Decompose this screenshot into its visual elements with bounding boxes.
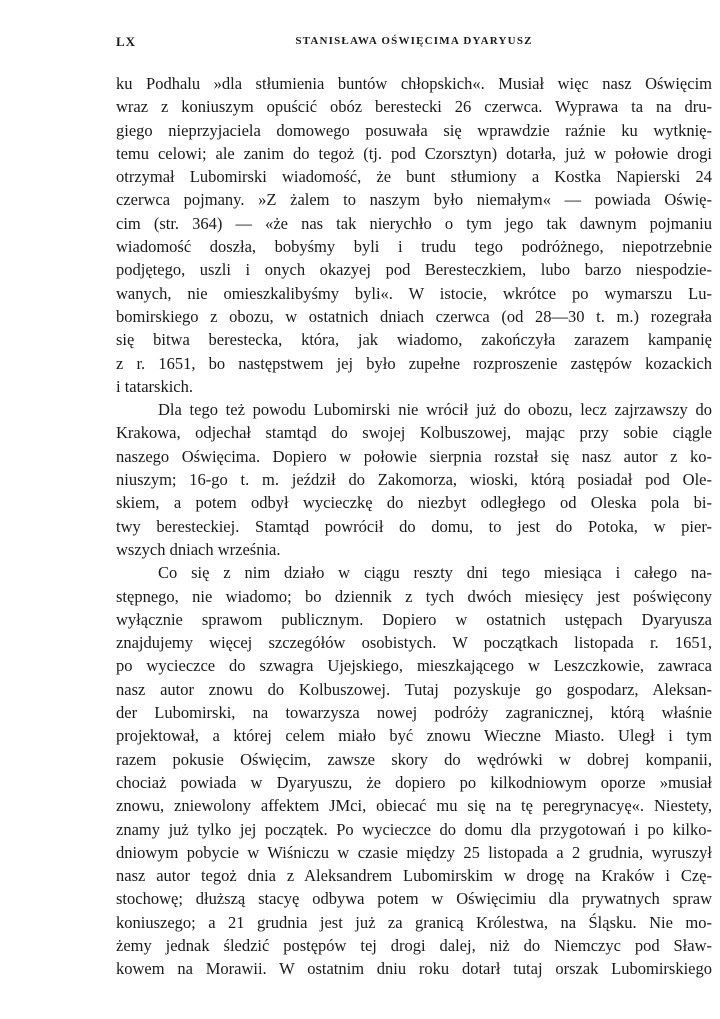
text-line: czerwca pojmany. »Z żalem to naszym było niemałym« — powiada Oświę- xyxy=(116,190,712,210)
text-line: z r. 1651, bo następstwem jej było zupełne rozproszenie zastępów kozackich xyxy=(116,353,712,373)
text-line: znowu, zniewolony affektem JMci, obiecać mu się na tę peregrynacyę«. Niestety, xyxy=(116,796,712,816)
text-line: żemy jednak śledzić postępów tej drogi dalej, niż do Niemczyc pod Sław- xyxy=(116,935,712,955)
text-line: kowem na Morawii. W ostatnim dniu roku dotarł tutaj orszak Lubomirskiego xyxy=(116,959,712,979)
text-line: bomirskiego z obozu, w ostatnich dniach czerwca (od 28—30 t. m.) rozegrała xyxy=(116,306,712,326)
page-number: LX xyxy=(116,34,137,49)
text-line: chociaż powiada w Dyaryuszu, że dopiero po kilkodniowym oporze »musiał xyxy=(116,772,712,792)
text-line: po wycieczce do szwagra Ujejskiego, mieszkającego w Leszczkowie, zawraca xyxy=(116,656,712,676)
body-text xyxy=(116,72,712,981)
text-line: projektował, a której celem miało być znowu Wieczne Miasto. Uległ i tym xyxy=(116,726,712,746)
text-line: wraz z koniuszym opuścić obóz berestecki 26 czerwca. Wyprawa ta na dru- xyxy=(116,97,712,117)
text-line: stochowę; dłuższą stacyę odbywa potem w Oświęcimiu dla prywatnych spraw xyxy=(116,889,712,909)
page-header xyxy=(116,34,712,54)
text-line: nasz autor tegoż dnia z Aleksandrem Lubomirskim w drogę na Kraków i Czę- xyxy=(116,866,712,886)
text-line: ku Podhalu »dla stłumienia buntów chłopskich«. Musiał więc nasz Oświęcim xyxy=(116,74,712,93)
text-line: twy beresteckiej. Stamtąd powrócił do domu, to jest do Potoka, w pier- xyxy=(116,516,712,536)
text-line: der Lubomirski, na towarzysza nowej podróży zagranicznej, którą właśnie xyxy=(116,703,712,723)
text-line: stępnego, nie wiadomo; bo dziennik z tych dwóch miesięcy jest poświęcony xyxy=(116,586,712,606)
text-line: razem pokusie Oświęcim, zawsze skory do wędrówki w dobrej kompanii, xyxy=(116,749,712,769)
text-line: Dla tego też powodu Lubomirski nie wrócił już do obozu, lecz zajrzawszy do xyxy=(158,400,712,420)
text-line: nasz autor znowu do Kolbuszowej. Tutaj pozyskuje go gospodarz, Aleksan- xyxy=(116,679,712,699)
text-line: znamy już tylko jej początek. Po wycieczce do domu dla przygotowań i po kilko- xyxy=(116,819,712,839)
text-line: cim (str. 364) — «że nas tak nierychło o tym jego tak dawnym pojmaniu xyxy=(116,213,712,233)
text-line: niuszym; 16-go t. m. jeździł do Zakomorza, wioski, którą posiadał pod Ole- xyxy=(116,470,712,490)
text-line: skiem, a potem odbył wycieczkę do niezbyt odległego od Oleska pola bi- xyxy=(116,493,712,513)
text-line: wanych, nie omieszkalibyśmy byli«. W istocie, wkrótce po wymarszu Lu- xyxy=(116,283,712,303)
text-line: znajdujemy więcej szczegółów osobistych. W początkach listopada r. 1651, xyxy=(116,633,712,653)
text-line: się bitwa berestecka, która, jak wiadomo, zakończyła zarazem kampanię xyxy=(116,330,712,350)
text-line: dniowym pobycie w Wiśniczu w czasie między 25 listopada a 2 grudnia, wyruszył xyxy=(116,842,712,862)
text-line: wiadomość doszła, bobyśmy byli i trudu tego podróżnego, niepotrzebnie xyxy=(116,237,712,257)
text-line: Co się z nim działo w ciągu reszty dni tego miesiąca i całego na- xyxy=(158,563,712,583)
text-line: temu celowi; ale zanim do tegoż (tj. pod Czorsztyn) dotarła, już w połowie drogi xyxy=(116,143,712,163)
text-line: podjętego, uszli i onych okazyej pod Beresteczkiem, lubo barzo niespodzie- xyxy=(116,260,712,280)
text-line: wszych dniach września. xyxy=(116,539,281,559)
text-line: wyłącznie sprawom publicznym. Dopiero w ostatnich ustępach Dyaryusza xyxy=(116,609,712,629)
text-line: naszego Oświęcima. Dopiero w połowie sierpnia rozstał się nasz autor z ko- xyxy=(116,446,712,466)
text-line: otrzymał Lubomirski wiadomość, że bunt stłumiony a Kostka Napierski 24 xyxy=(116,167,712,187)
text-line: giego nieprzyjaciela domowego posuwała się wprawdzie raźnie ku wytknię- xyxy=(116,120,712,140)
running-title: STANISŁAWA OŚWIĘCIMA DYARYUSZ xyxy=(295,35,533,47)
text-line: koniuszego; a 21 grudnia jest już za granicą Królestwa, na Śląsku. Nie mo- xyxy=(116,912,712,932)
text-line: i tatarskich. xyxy=(116,376,193,396)
text-line: Krakowa, odjechał stamtąd do swojej Kolbuszowej, mając przy sobie ciągle xyxy=(116,423,712,443)
